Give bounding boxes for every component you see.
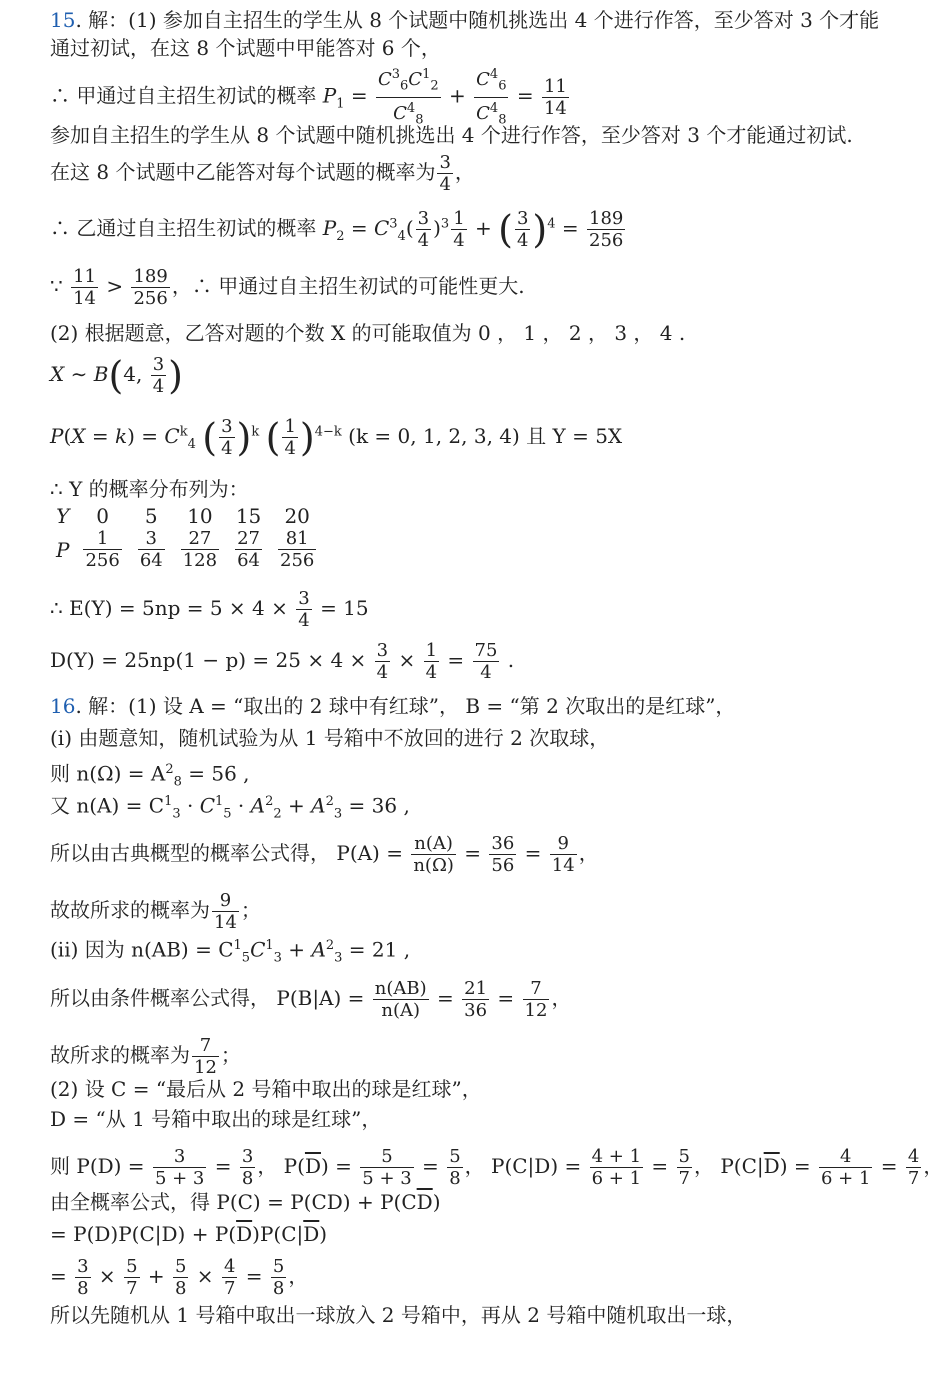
- p15-line-5: 在这 8 个试题中乙能答对每个试题的概率为 $\frac{3}{4}$ ，: [50, 152, 475, 195]
- p16-line-5: 所以由古典概型的概率公式得， P(A) = $\frac{n(A)}{n(\Omega)}$ = $\frac{36}{56}$ = $\frac{9}{14}$ ，: [50, 833, 599, 876]
- p16-line-4: 又 $n(A) = C^1_3 \cdot C^1_5 \cdot A^2_2 + A^2_3 = 36$ ,: [50, 793, 410, 822]
- p15-variance: D(Y) = 25np(1 − p) = 25 × 4 × $\frac{3}{4}$ × $\frac{1}{4}$ = $\frac{75}{4}$ .: [50, 640, 515, 683]
- y-label: Y: [56, 504, 70, 528]
- p15-head: . 解：(1) 参加自主招生的学生从 8 个试题中随机挑选出 4 个进行作答，至少答对 3 个才能: [75, 8, 880, 32]
- problem-number: 15: [50, 8, 76, 32]
- p16-line-13: 由全概率公式，得 $P(C) = P(CD) + P(C\overline{D})$: [50, 1190, 441, 1214]
- p16-line-8: 所以由条件概率公式得， P(B|A) = $\frac{n(AB)}{n(A)}$ = $\frac{21}{36}$ = $\frac{7}{12}$ ，: [50, 978, 572, 1021]
- p16-line-6: 故故所求的概率为 $\frac{9}{14}$ ；: [50, 890, 261, 933]
- p-label: P: [56, 537, 70, 562]
- p15-line-7: ∵ $\frac{11}{14}$ > $\frac{189}{256}$ ，∴ 甲通过自主招生初试的可能性更大.: [50, 266, 525, 309]
- p15-line-6: ∴ 乙通过自主招生初试的概率 $P_2 = C^3_4$( $\frac{3}{4}$ )$^3$ $\frac{1}{4}$ + ( $\frac{3}{4}$ )$^4$ = $\frac{189}{256}$: [50, 207, 624, 252]
- p15-line-11: ∴ Y 的概率分布列为：: [50, 477, 249, 501]
- p16-line-16: 所以先随机从 1 号箱中取出一球放入 2 号箱中，再从 2 号箱中随机取出一球，: [50, 1303, 747, 1327]
- p16-line-14: = $P(D)P(C|D) + P(\overline{D})P(C|\overline{D})$: [50, 1222, 328, 1246]
- p16-line-1: 16. 解：(1) 设 A = “取出的 2 球中有红球”， B = “第 2 次取出的是红球”，: [50, 694, 736, 718]
- p16-line-11: D = “从 1 号箱中取出的球是红球”，: [50, 1107, 382, 1131]
- p15-line-4: 参加自主招生的学生从 8 个试题中随机挑选出 4 个进行作答，至少答对 3 个才能通过初试.: [50, 123, 853, 147]
- distribution-table: [50, 504, 324, 571]
- p15-expectation: ∴ E(Y) = 5np = 5 × 4 × $\frac{3}{4}$ = 15: [50, 588, 369, 631]
- table-row: Y 0 5 10 15 20: [50, 504, 324, 528]
- p15-line-1: [50, 8, 879, 32]
- p16-line-12: 则 P(D) = $\frac{3}{5 + 3}$ = $\frac{3}{8}$ ， $P(\overline{D})$ = $\frac{5}{5 + 3}$ = $\frac{5}{8}$ ， P(C|D) = $\frac{4 + 1}{6 + 1}$ = $\frac{5}{7}$ ， $P(C|\overline{D})$ = $\frac{4}{6 + 1}$ = $\frac{4}{7}$ ，: [50, 1146, 944, 1189]
- p16-line-10: (2) 设 C = “最后从 2 号箱中取出的球是红球”，: [50, 1077, 482, 1101]
- p15-line-10: $P(X = k) = C^k_4$ ( $\frac{3}{4}$ )$^k$ ( $\frac{1}{4}$ )$^{4-k}$ (k = 0, 1, 2, 3, 4) 且 Y = 5X: [50, 415, 623, 460]
- problem-number: 16: [50, 694, 76, 718]
- p16-line-2: (i) 由题意知，随机试验为从 1 号箱中不放回的进行 2 次取球，: [50, 726, 610, 750]
- p16-line-9: 故所求的概率为 $\frac{7}{12}$ ；: [50, 1035, 241, 1078]
- table-row: P $\frac{1}{256}$ $\frac{3}{64}$ $\frac{27}{128}$ $\frac{27}{64}$ $\frac{81}{256}$: [50, 528, 324, 571]
- p16-line-15: = $\frac{3}{8}$ × $\frac{5}{7}$ + $\frac{5}{8}$ × $\frac{4}{7}$ = $\frac{5}{8}$ ，: [50, 1256, 309, 1299]
- p16-line-3: 则 $n(\Omega) = A^2_8 = 56$ ,: [50, 761, 250, 790]
- p15-line-9: X ∼ B(4, $\frac{3}{4}$ ): [50, 353, 183, 398]
- p16-line-7: (ii) 因为 $n(AB) = C^1_5C^1_3 + A^2_3 = 21$ ,: [50, 937, 411, 966]
- p15-line-3: ∴ 甲通过自主招生初试的概率 $P_1$ = $\frac{C^3_6C^1_2}{C^4_8}$ + $\frac{C^4_6}{C^4_8}$ = $\frac{11}{14}$: [50, 64, 571, 130]
- p15-line-8: (2) 根据题意，乙答对题的个数 X 的可能取值为 0 ， 1 ， 2 ， 3 ， 4 .: [50, 321, 686, 345]
- p15-line-2: 通过初试，在这 8 个试题中甲能答对 6 个，: [50, 36, 441, 60]
